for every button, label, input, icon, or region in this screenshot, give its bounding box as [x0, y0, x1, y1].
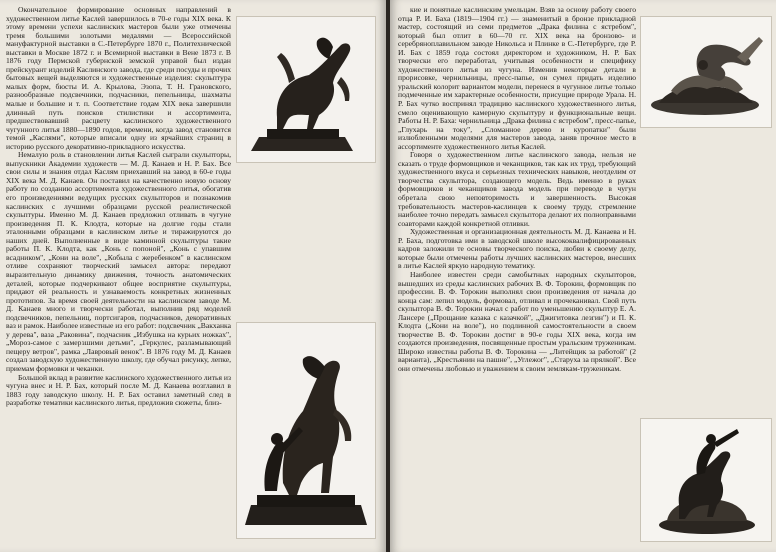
left-text-column — [6, 6, 231, 548]
left-page — [0, 0, 386, 552]
owl-hawk-inkstand-icon — [641, 17, 771, 127]
right-paragraph: Говоря о художественном литье каслинского завода, нельзя не сказать о труде формовщиков и чеканщиков, так как их труд, требующий художественного вкуса и серьезных технических навыков, неотделим от творчества скульптора, создающего модель. Ведь именно в руках формовщиков и чеканщиков завода модель при переводе в чугун обретала свою неповторимость и завершенность. Высокая требовательность мастеров-каслинцев к своему труду, стремление наиболее точно передать замысел скульптора делают их полноправными соавторами каждой конкретной отливки. — [398, 150, 636, 228]
right-page — [390, 0, 776, 552]
horseman-sculpture-icon — [641, 419, 771, 541]
horseman-sculpture-photo — [640, 418, 772, 542]
right-paragraph: Наиболее известен среди самобытных народных скульпторов, вышедших из среды каслинских рабочих В. Ф. Торокин, формовщик по профессии. В. Ф. Торокин выполнял свои произведения от начала до конца сам: лепил модель, формовал, отливал и прочеканивал. Свой путь скульптора В. Ф. Торокин начал с работ по уменьшению скульптур Е. А. Лансере („Прощание казака с казачкой", „Джигитовка лезгин") и П. К. Клодта („Кони на воле"), но подлинной самостоятельности в своем творчестве В. Ф. Торокин достиг в 90-е годы XIX века, когда им создаются произведения, посвященные простым уральским труженикам. Широко известны работы В. Ф. Торокина — „Литейщик за работой" (2 варианта), „Крестьянин на пашне", „Углежог", „Старуха за прялкой". Все они отмечены любовью и уважением к своим землякам-труженикам. — [398, 269, 636, 373]
right-paragraph: кие и понятные каслинским умельцам. Взяв за основу работу своего отца Р. И. Баха (1819—1904 гг.) — знаменитый в бронзе прикладной мастер, состоящий из семи предметов „Драка филина с ястребом", который был отлит в 60—70 гг. XIX века на бронзово- и серебряноплавильном заводе Никольса и Плинке в С.-Петербурге, где Р. И. Бах с 1859 года состоял директором и художником, Н. Р. Бах творчески его переработал, учитывая особенности и специфику художественного литья из чугуна. Изменив некоторые детали в прорисовке, чернильницы, пресс-папье, он сумел придать изделию уральский колорит вариантом модели, перенеся в чугунное литье только подмеченные им характерные особенности, присущие природе Урала. Н. Р. Бах чутко воспринял традицию каслинского художественного литья, смело оценивающую камерную скульптуру и функциональные вещи. Работы Н. Р. Баха: чернильница „Драка филина с ястребом", пресс-папье, „Глухарь на току", „Сломанное дерево и куропатки" были излюбленными моделями для мастеров завода, заняв прочное место в ассортименте художественного литья Каслей. — [398, 6, 636, 151]
rearing-horse-sculpture-icon — [237, 17, 375, 162]
rearing-horse-sculpture-photo — [236, 16, 376, 163]
left-paragraph: Немалую роль в становлении литья Каслей сыграли скульпторы, выпускники Академии художеств — М. Д. Канаев и Н. Р. Бах. Все свои силы и знания отдал Каслям приехавший на завод в 60-е годы XIX века М. Д. Канаев. Он поставил на качественно новую основу работу по созданию ассортимента художественного литья, обогатив его произведениями ведущих русских скульпторов и познакомив каслинских с лучшими образцами русской реалистической скульптуры. Именно М. Д. Канаев предложил отливать в чугуне произведения П. К. Клодта, которые на долгие годы стали эталонными образцами в каслинском литье и тиражируются до наших дней. Выполненные в виде каминной скульптуры такие работы П. К. Клодта, как „Конь с попоной", „Конь с упавшим всадником", „Кони на воле", „Кобыла с жеребенком" в каслинском отливе сохраняют творческий замысел автора: передают выразительную динамику движения, точность анатомических деталей, которые подчеркивают общее восприятие скульптуры, придают ей реальность и узнаваемость конкретных жизненных прототипов. За время своей деятельности на каслинском заводе М. Д. Канаев много и творчески работал, выполнив ряд моделей подсвечников, пепельниц, портсигаров, подчасников, декоративных ваз и рамок. Наиболее известные из его работ: подсвечник „Вакханка у дерева", ваза „Раковина", подчасник „Избушка на курьих ножках", „Мороз-самое с замерзшими детьми", „Геркулес, разламывающий пещеру ветров", рамка „Лавровый венок". В 1876 году М. Д. Канаев создал заводскую художественную школу, где обучал рисунку, лепке, приемам формовки и чеканки. — [6, 150, 231, 373]
right-paragraph: Художественная и организационная деятельность М. Д. Канаева и Н. Р. Баха, подготовка ими в заводской школе высококвалифицированных кадров заложили те основы творческого поиска, любви к своему делу, которые были отмечены работы лучших каслинских мастеров, внесших в литье Каслей яркую народную тематику. — [398, 227, 636, 271]
horse-tamer-sculpture-photo — [236, 322, 376, 539]
horse-tamer-sculpture-icon — [237, 323, 375, 538]
owl-hawk-inkstand-photo — [640, 16, 772, 128]
left-paragraph: Большой вклад в развитие каслинского художественного литья из чугуна внес и Н. Р. Бах, который после М. Д. Канаева возглавил в 1883 году заводскую школу. Н. Р. Бах оставил заметный след в разработке тематики каслинского литья, предложив сюжеты, близ- — [6, 372, 231, 408]
left-paragraph: Окончательное формирование основных направлений в художественном литье Каслей завершилось в 70-е годы XIX века. К этому времени успехи каслинских мастеров были уже отмечены тремя большими золотыми медалями — Всероссийской мануфактурной выставки в С.-Петербурге 1870 г., Политехнической выставки в Москве 1872 г. и Всемирной выставки в Вене 1873 г. В 1876 году Пермской губернской земской управой был издан прейскурант изделий Каслинского завода, где среди посуды и прочих бытовых вещей выделяются и художественные изделия: скульптура малых форм, бюсты И. А. Крылова, Эзопа, Т. Н. Грановского, разнообразные подсвечники, подчасники, пепельницы, шахматы малые и большие и т. п. Соответствие годам XIX века завершили длинный путь поисков стилистики и ассортимента, предшествовавший расцвету каслинского художественного чугунного литья 1880—1890 годов, времени, когда завод становится темой „Каслями", которые вписали одну из ярчайших страниц в историю русского декоративно-прикладного искусства. — [6, 6, 231, 151]
right-text-column — [398, 6, 636, 548]
